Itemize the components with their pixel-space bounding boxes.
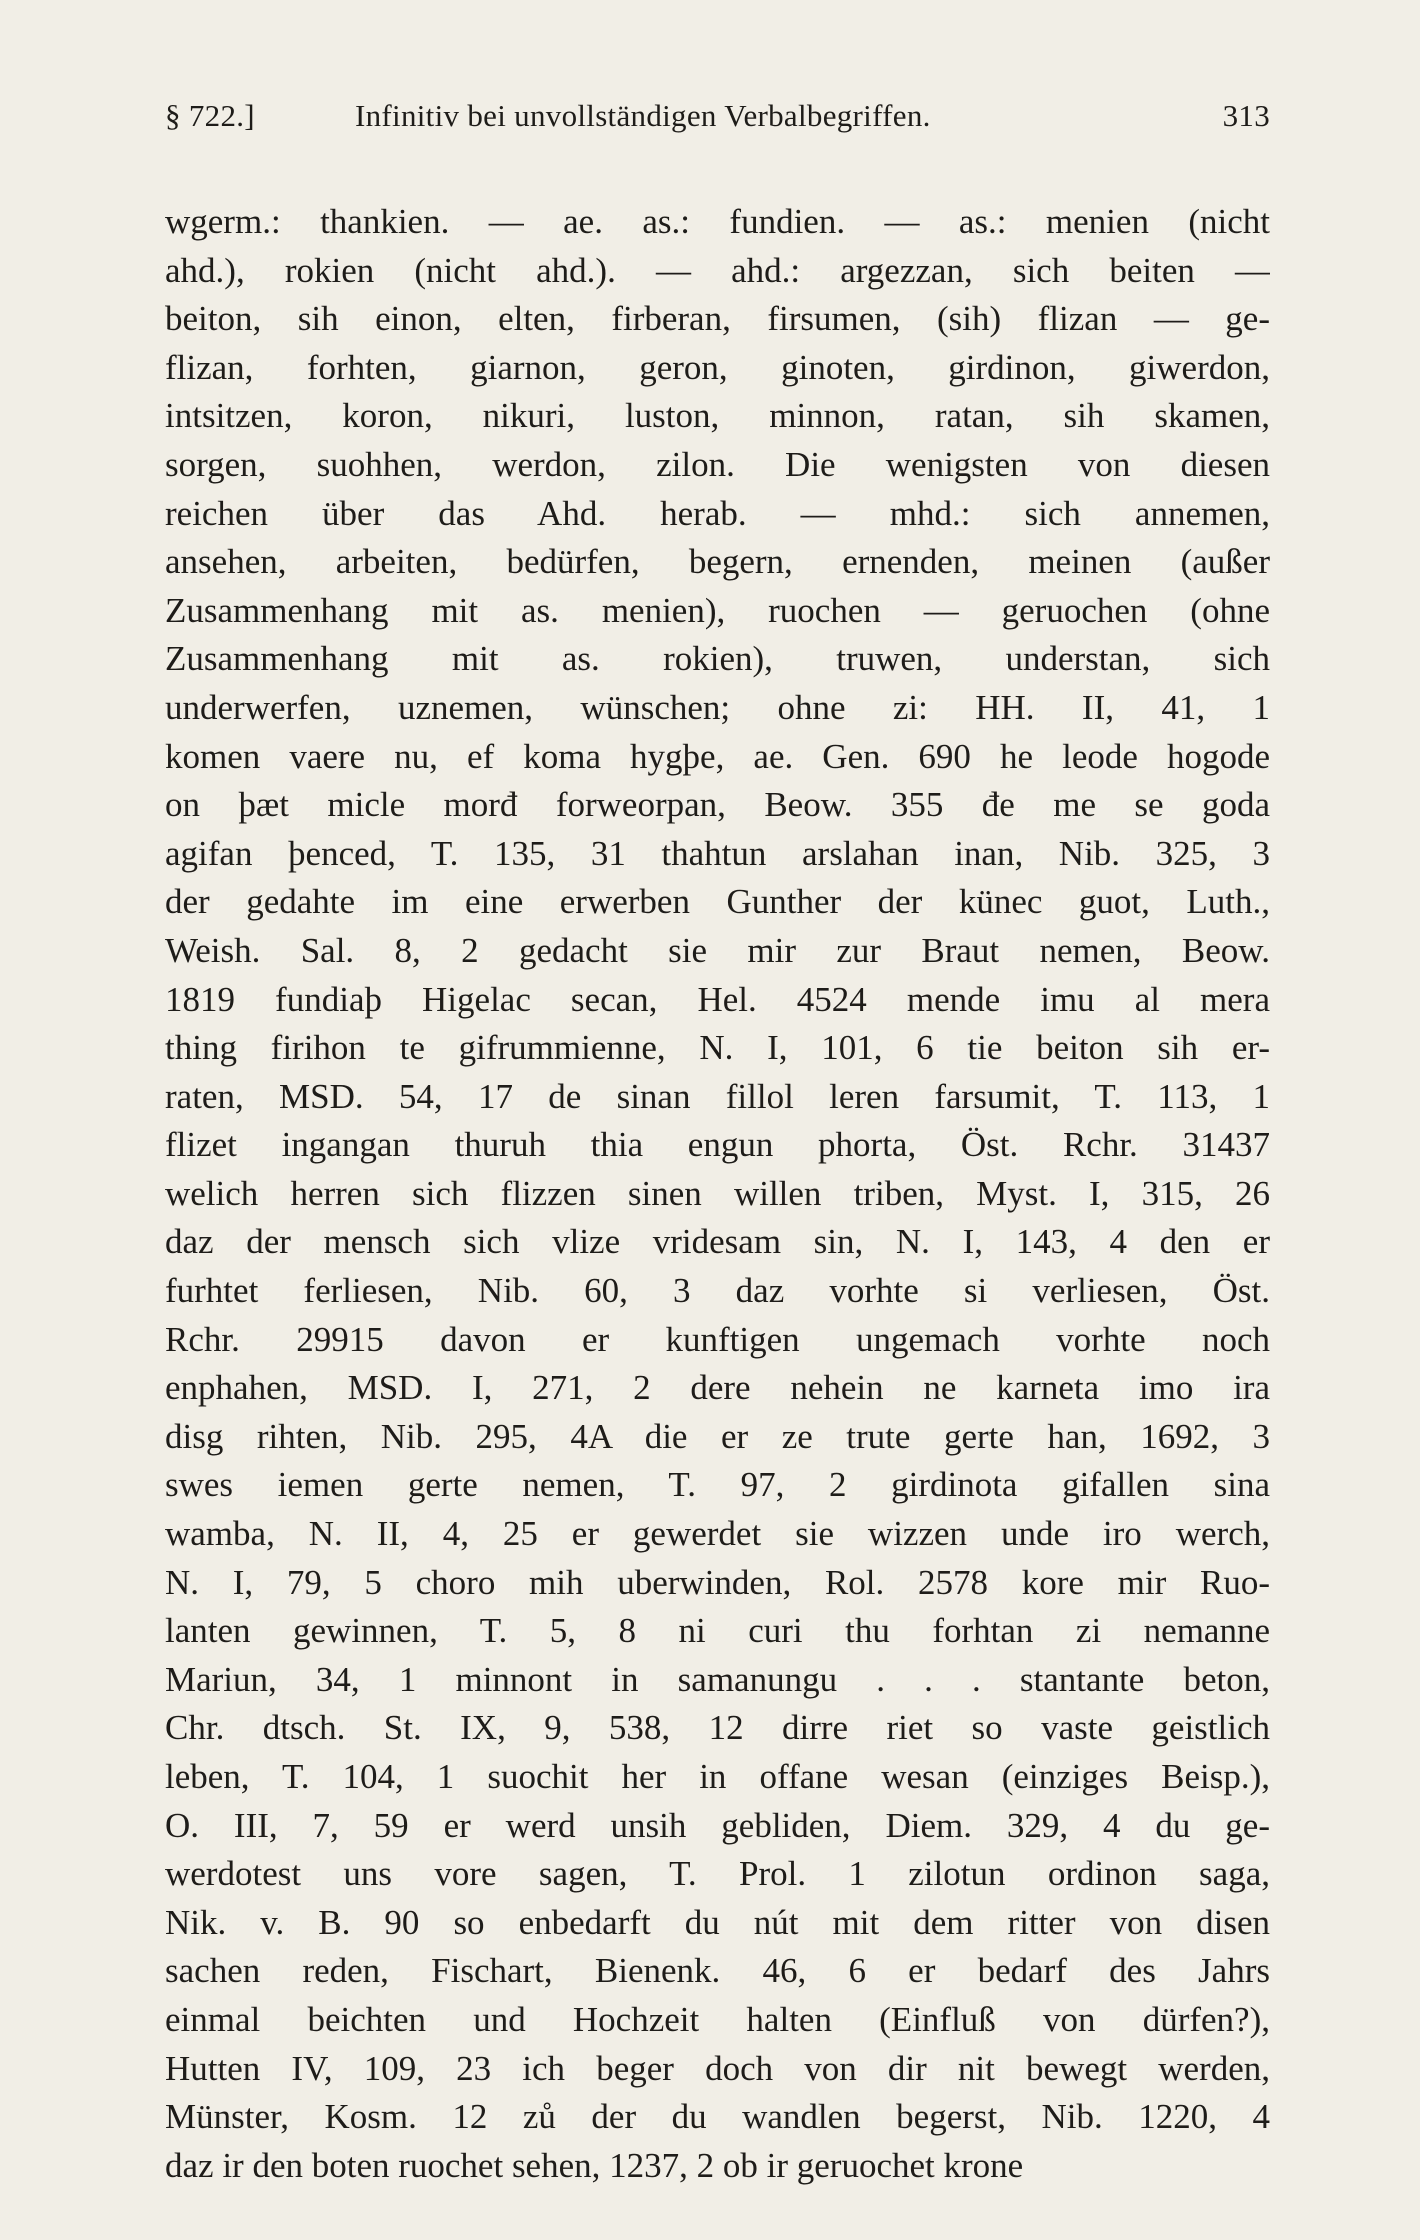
text-line: ansehen, arbeiten, bedürfen, begern, ernenden, meinen (außer [165,542,1270,582]
text-line: einmal beichten und Hochzeit halten (Einfluß von dürfen?), [165,1999,1270,2039]
text-line: Chr. dtsch. St. IX, 9, 538, 12 dirre riet so vaste geistlich [165,1708,1270,1748]
text-line: raten, MSD. 54, 17 de sinan fillol leren farsumit, T. 113, 1 [165,1076,1270,1116]
text-line: werdotest uns vore sagen, T. Prol. 1 zilotun ordinon saga, [165,1854,1270,1894]
text-line: daz ir den boten ruochet sehen, 1237, 2 ob ir geruochet krone [165,2145,1024,2185]
text-line: wamba, N. II, 4, 25 er gewerdet sie wizzen unde iro werch, [165,1514,1270,1554]
text-line: leben, T. 104, 1 suochit her in offane wesan (einziges Beisp.), [165,1757,1270,1796]
text-line: enphahen, MSD. I, 271, 2 dere nehein ne karneta imo ira [165,1368,1270,1408]
text-line: Münster, Kosm. 12 zů der du wandlen begerst, Nib. 1220, 4 [165,2097,1270,2137]
text-line: ahd.), rokien (nicht ahd.). — ahd.: argezzan, sich beiten — [165,250,1270,290]
text-line: der gedahte im eine erwerben Gunther der künec guot, Luth., [165,882,1270,922]
text-line: swes iemen gerte nemen, T. 97, 2 girdinota gifallen sina [165,1465,1270,1505]
text-line: disg rihten, Nib. 295, 4A die er ze trute gerte han, 1692, 3 [165,1416,1270,1456]
text-line: underwerfen, uznemen, wünschen; ohne zi: HH. II, 41, 1 [165,687,1270,727]
page-number: 313 [1222,98,1270,133]
text-line: Weish. Sal. 8, 2 gedacht sie mir zur Braut nemen, Beow. [165,930,1270,970]
text-line: Zusammenhang mit as. rokien), truwen, understan, sich [165,639,1270,679]
text-line: Zusammenhang mit as. menien), ruochen — geruochen (ohne [165,590,1270,630]
text-line: Mariun, 34, 1 minnont in samanungu . . . stantante beton, [165,1659,1270,1699]
text-line: wgerm.: thankien. — ae. as.: fundien. — as.: menien (nicht [165,202,1270,241]
text-line: komen vaere nu, ef koma hygþe, ae. Gen. 690 he leode hogode [165,736,1270,776]
running-title: Infinitiv bei unvollständigen Verbalbegriffen. [355,98,931,133]
text-line: sorgen, suohhen, werdon, zilon. Die wenigsten von diesen [165,444,1270,484]
text-line: agifan þenced, T. 135, 31 thahtun arslahan inan, Nib. 325, 3 [165,833,1270,873]
text-line: 1819 fundiaþ Higelac secan, Hel. 4524 mende imu al mera [165,979,1270,1019]
text-line: beiton, sih einon, elten, firberan, firsumen, (sih) flizan — ge- [165,299,1270,339]
text-line: Hutten IV, 109, 23 ich beger doch von dir nit bewegt werden, [165,2048,1270,2088]
text-line: Rchr. 29915 davon er kunftigen ungemach vorhte noch [165,1319,1270,1359]
body-text [165,198,1270,2190]
text-line: flizet ingangan thuruh thia engun phorta, Öst. Rchr. 31437 [165,1125,1270,1165]
text-line: on þæt micle morđ forweorpan, Beow. 355 đe me se goda [165,785,1270,825]
section-number: § 722.] [165,98,255,133]
text-line: flizan, forhten, giarnon, geron, ginoten, girdinon, giwerdon, [165,347,1270,387]
text-line: O. III, 7, 59 er werd unsih gebliden, Diem. 329, 4 du ge- [165,1805,1270,1845]
text-line: daz der mensch sich vlize vridesam sin, N. I, 143, 4 den er [165,1222,1270,1262]
text-line: intsitzen, koron, nikuri, luston, minnon, ratan, sih skamen, [165,396,1270,436]
text-line: furhtet ferliesen, Nib. 60, 3 daz vorhte si verliesen, Öst. [165,1271,1270,1311]
text-line: welich herren sich flizzen sinen willen triben, Myst. I, 315, 26 [165,1173,1270,1213]
text-line: Nik. v. B. 90 so enbedarft du nút mit dem ritter von disen [165,1902,1270,1942]
text-line: reichen über das Ahd. herab. — mhd.: sich annemen, [165,493,1270,533]
text-line: N. I, 79, 5 choro mih uberwinden, Rol. 2578 kore mir Ruo- [165,1562,1270,1602]
text-line: lanten gewinnen, T. 5, 8 ni curi thu forhtan zi nemanne [165,1611,1270,1651]
text-line: sachen reden, Fischart, Bienenk. 46, 6 er bedarf des Jahrs [165,1951,1270,1991]
running-header [165,98,1270,158]
text-line: thing firihon te gifrummienne, N. I, 101, 6 tie beiton sih er- [165,1028,1270,1068]
